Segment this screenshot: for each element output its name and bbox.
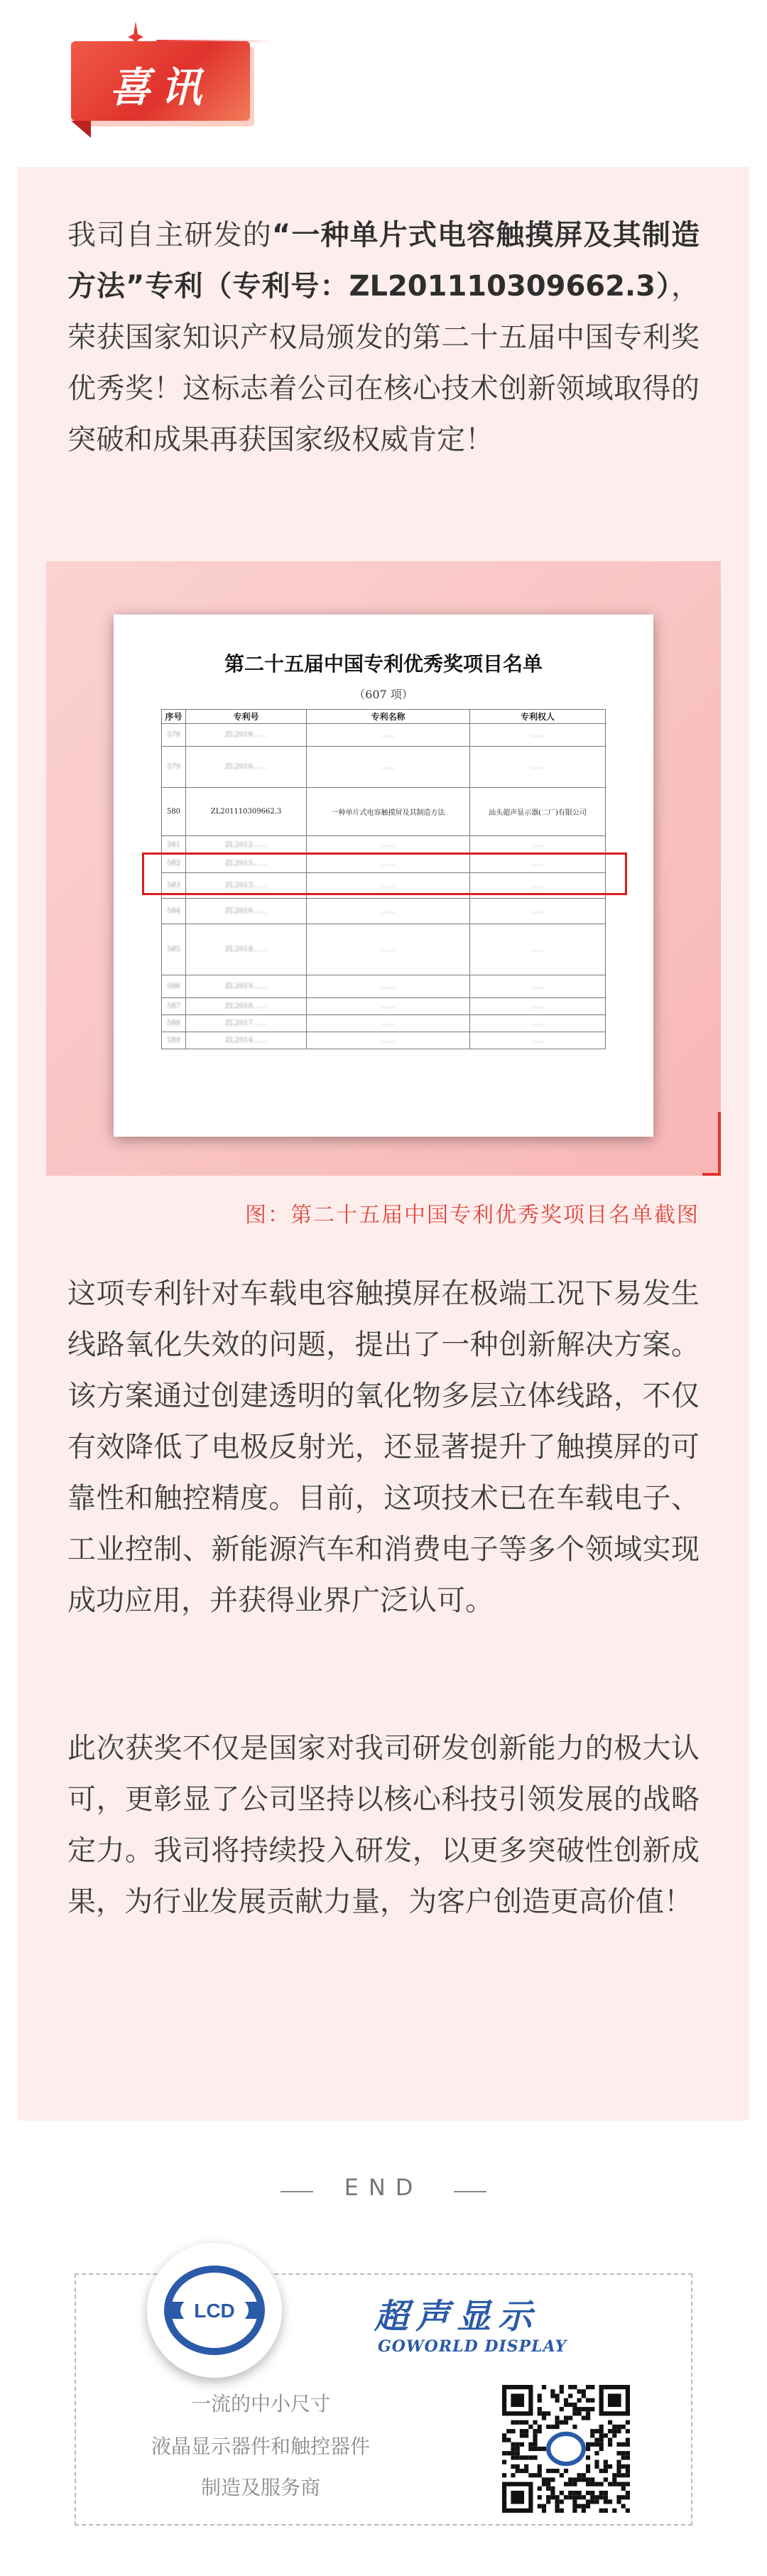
cell-no: 578 (162, 724, 186, 747)
cell-owner: …… (470, 747, 606, 788)
cell-no: 589 (162, 1032, 186, 1049)
cell-owner: …… (470, 1032, 606, 1049)
image-caption: 图：第二十五届中国专利优秀奖项目名单截图 (245, 1203, 700, 1228)
cell-name: …… (307, 747, 470, 788)
brand-name-en: GOWORLD DISPLAY (378, 2337, 567, 2356)
col-header: 序号 (162, 710, 186, 724)
cell-owner: …… (470, 836, 606, 855)
cell-name: …… (307, 873, 470, 899)
cell-name: …… (307, 899, 470, 924)
cell-name: 一种单片式电容触摸屏及其制造方法 (307, 788, 470, 836)
cell-patent-no: ZL2012…… (186, 836, 307, 855)
end-label: END (344, 2174, 423, 2201)
table-header-row (162, 710, 606, 724)
badge-box (71, 41, 250, 121)
cell-owner: …… (470, 855, 606, 873)
col-header: 专利权人 (470, 710, 606, 724)
logo-text: LCD (194, 2300, 235, 2322)
cell-patent-no: ZL2018…… (186, 724, 307, 747)
cell-no: 585 (162, 924, 186, 975)
cell-patent-no: ZL2018…… (186, 998, 307, 1015)
company-logo (147, 2243, 282, 2378)
cell-owner: …… (470, 924, 606, 975)
article-card (18, 167, 749, 2121)
cell-patent-no: ZL2015…… (186, 855, 307, 873)
table-row (162, 924, 606, 975)
closing-paragraph: 此次获奖不仅是国家对我司研发创新能力的极大认可，更彰显了公司坚持以核心科技引领发展的战略定力。我司将持续投入研发，以更多突破性创新成果，为行业发展贡献力量，为客户创造更高价值！ (67, 1732, 700, 1918)
cell-patent-no: ZL2017…… (186, 1015, 307, 1032)
badge-title: 喜讯 (109, 63, 212, 112)
cell-no: 587 (162, 998, 186, 1015)
company-footer (75, 2273, 692, 2526)
cell-owner: …… (470, 975, 606, 998)
cell-name: …… (307, 975, 470, 998)
end-line-right (454, 2191, 486, 2192)
table-row (162, 1015, 606, 1032)
table-row (162, 899, 606, 924)
tech-paragraph: 这项专利针对车载电容触摸屏在极端工况下易发生线路氧化失效的问题，提出了一种创新解决方案。该方案通过创建透明的氧化物多层立体线路，不仅有效降低了电极反射光，还显著提升了触摸屏的可靠性和触控精度。目前，这项技术已在车载电子、工业控制、新能源汽车和消费电子等多个领域实现成功应用，并获得业界广泛认可。 (67, 1277, 700, 1617)
cell-owner: 汕头超声显示器(二厂)有限公司 (470, 788, 606, 836)
cell-name: …… (307, 855, 470, 873)
cell-no: 588 (162, 1015, 186, 1032)
cell-patent-no: ZL201110309662.3 (186, 788, 307, 836)
cell-patent-no: ZL2018…… (186, 924, 307, 975)
table-row (162, 975, 606, 998)
lcd-logo-icon (147, 2243, 282, 2378)
cell-owner: …… (470, 724, 606, 747)
tagline-line-3: 制造及服务商 (200, 2476, 320, 2499)
cell-no: 580 (162, 788, 186, 836)
table-row (162, 747, 606, 788)
cell-no: 582 (162, 855, 186, 873)
qr-code-icon[interactable] (502, 2385, 630, 2513)
cell-name: …… (307, 724, 470, 747)
cell-patent-no: ZL2013…… (186, 873, 307, 899)
cell-no: 579 (162, 747, 186, 788)
cell-owner: …… (470, 1015, 606, 1032)
intro-paragraph (67, 210, 700, 465)
cell-owner: …… (470, 998, 606, 1015)
cell-name: …… (307, 836, 470, 855)
cell-no: 581 (162, 836, 186, 855)
tagline-line-2: 液晶显示器件和触控器件 (151, 2435, 370, 2458)
sheet-subtitle: （607 项） (354, 688, 413, 701)
cell-no: 584 (162, 899, 186, 924)
cell-owner: …… (470, 873, 606, 899)
cell-name: …… (307, 1015, 470, 1032)
cell-patent-no: ZL2016…… (186, 899, 307, 924)
col-header: 专利名称 (307, 710, 470, 724)
brand-name-cn: 超声显示 (374, 2297, 540, 2337)
cell-name: …… (307, 998, 470, 1015)
sheet-title: 第二十五届中国专利优秀奖项目名单 (224, 652, 543, 676)
table-row (162, 998, 606, 1015)
end-marker (0, 2174, 767, 2209)
cell-no: 583 (162, 873, 186, 899)
table-row (162, 724, 606, 747)
cell-patent-no: ZL2014…… (186, 1032, 307, 1049)
cell-owner: …… (470, 899, 606, 924)
award-list-image (46, 561, 721, 1176)
frame-corner-decor (702, 1112, 721, 1176)
cell-name: …… (307, 924, 470, 975)
table-row (162, 836, 606, 855)
col-header: 专利号 (186, 710, 307, 724)
cell-no: 586 (162, 975, 186, 998)
cell-name: …… (307, 1032, 470, 1049)
highlighted-table-row (162, 788, 606, 836)
intro-lead: 我司自主研发的 (67, 219, 272, 251)
award-list-sheet (114, 615, 653, 1137)
badge-fold (71, 121, 91, 138)
table-row (162, 1032, 606, 1049)
highlight-box (142, 853, 627, 895)
intro-tail: ，荣获国家知识产权局颁发的第二十五届中国专利奖优秀奖！这标志着公司在核心技术创新领域取得的突破和成果再获国家级权威肯定！ (67, 270, 700, 456)
tagline-line-1: 一流的中小尺寸 (190, 2392, 330, 2415)
cell-patent-no: ZL2016…… (186, 747, 307, 788)
news-badge (50, 21, 263, 142)
cell-patent-no: ZL2019…… (186, 975, 307, 998)
patent-title-highlight: “一种单片式电容触摸屏及其制造方法”专利（专利号：ZL201110309662.3） (67, 219, 700, 303)
